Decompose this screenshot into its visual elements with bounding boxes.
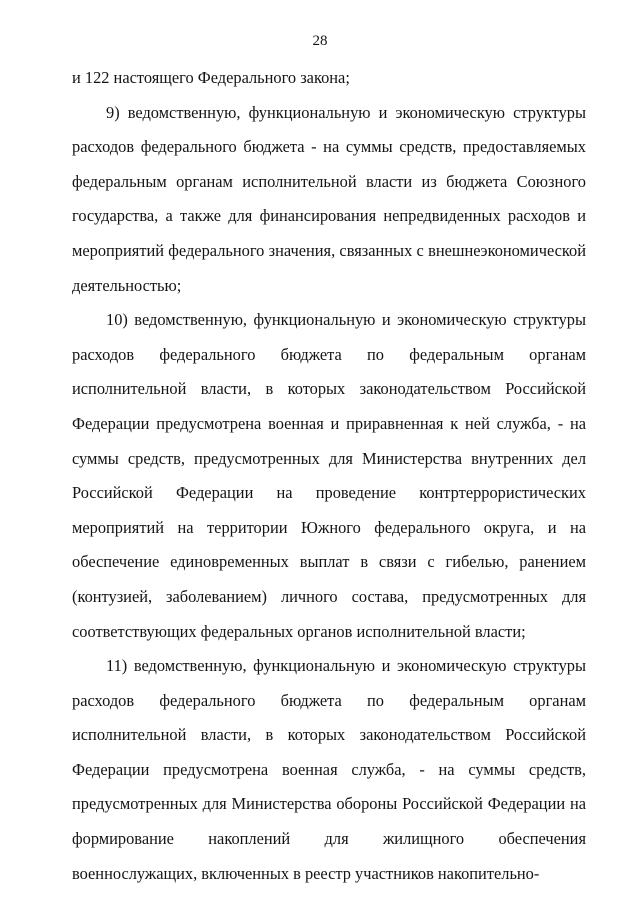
page-number: 28: [312, 33, 328, 49]
paragraph-item-11: 11) ведомственную, функциональную и экономическую структуры расходов федерального бюджета по федеральным органам исполнительной власти, в которых законодательством Российской Федерации предусмотрена военная служба, - на суммы средств, предусмотренных для Министерства обороны Российской Федерации на формирование накоплений для жилищного обеспечения военнослужащих, включенных в реестр участников накопительно-: [72, 656, 586, 883]
paragraph-item-9: 9) ведомственную, функциональную и экономическую структуры расходов федерального бюджета - на суммы средств, предоставляемых федеральным органам исполнительной власти из бюджета Союзного государства, а также для финансирования непредвиденных расходов и мероприятий федерального значения, связанных с внешнеэкономической деятельностью;: [72, 102, 586, 295]
paragraph-item-10: 10) ведомственную, функциональную и экономическую структуры расходов федерального бюджета по федеральным органам исполнительной власти, в которых законодательством Российской Федерации предусмотрена военная и приравненная к ней служба, - на суммы средств, предусмотренных для Министерства внутренних дел Российской Федерации на проведение контртеррористических мероприятий на территории Южного федерального округа, и на обеспечение единовременных выплат в связи с гибелью, ранением (контузией, заболеванием) личного состава, предусмотренных для соответствующих федеральных органов исполнительной власти;: [72, 310, 586, 641]
document-body: [72, 61, 586, 891]
paragraph-continuation: и 122 настоящего Федерального закона;: [72, 68, 350, 87]
